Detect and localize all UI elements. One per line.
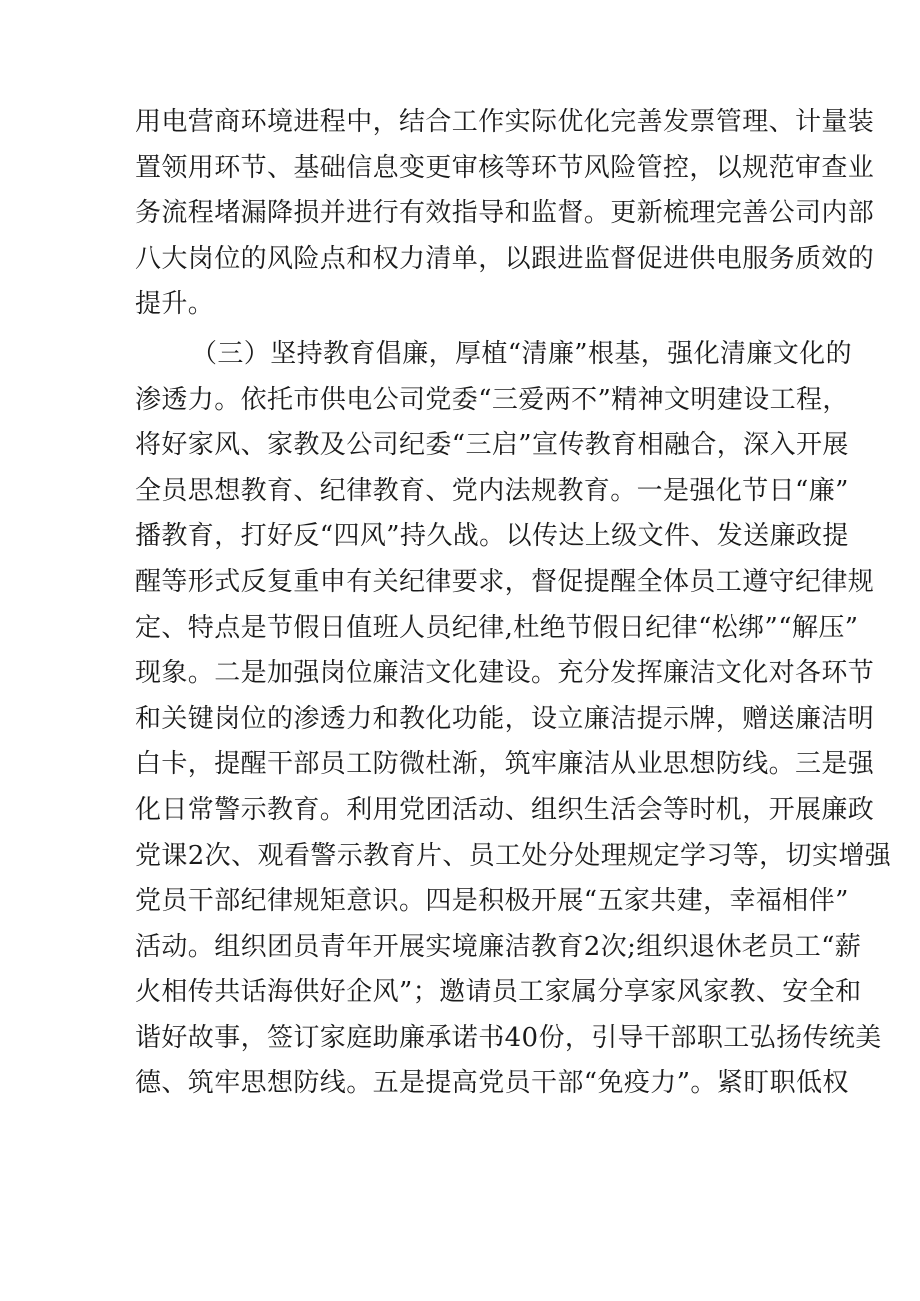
text-line: 提升。	[135, 289, 215, 320]
text-line: 现象。二是加强岗位廉洁文化建设。充分发挥廉洁文化对各环节	[135, 658, 875, 689]
paragraph-2	[135, 332, 892, 1107]
text-line: 八大岗位的风险点和权力清单，以跟进监督促进供电服务质效的	[135, 243, 875, 274]
text-line: 渗透力。依托市供电公司党委“三爱两不”精神文明建设工程，	[135, 384, 849, 415]
text-line: 播教育，打好反“四风”持久战。以传达上级文件、发送廉政提	[135, 521, 849, 552]
text-line: 将好家风、家教及公司纪委“三启”宣传教育相融合，深入开展	[135, 430, 849, 461]
text-line: 和关键岗位的渗透力和教化功能，设立廉洁提示牌，赠送廉洁明	[135, 703, 875, 734]
text-line: 化日常警示教育。利用党团活动、组织生活会等时机，开展廉政	[135, 794, 875, 825]
text-line: 醒等形式反复重申有关纪律要求，督促提醒全体员工遵守纪律规	[135, 566, 875, 597]
text-line: 火相传共话海供好企风”；邀请员工家属分享家风家教、安全和	[135, 977, 862, 1008]
text-line: 白卡，提醒干部员工防微杜渐，筑牢廉洁从业思想防线。三是强	[135, 749, 875, 780]
text-line: 全员思想教育、纪律教育、党内法规教育。一是强化节日“廉”	[135, 475, 849, 506]
section-heading-line: （三）坚持教育倡廉，厚植“清廉”根基，强化清廉文化的	[191, 338, 852, 369]
text-line: 用电营商环境进程中，结合工作实际优化完善发票管理、计量装	[135, 107, 875, 137]
text-line: 活动。组织团员青年开展实境廉洁教育2次;组织退休老员工“薪	[135, 931, 862, 962]
text-line: 务流程堵漏降损并进行有效指导和监督。更新梳理完善公司内部	[135, 198, 875, 229]
text-line: 定、特点是节假日值班人员纪律,杜绝节假日纪律“松绑”“解压”	[135, 612, 859, 643]
paragraph-1	[135, 100, 875, 328]
text-line: 置领用环节、基础信息变更审核等环节风险管控，以规范审查业	[135, 152, 875, 183]
text-line: 党课2次、观看警示教育片、员工处分处理规定学习等，切实增强	[135, 840, 892, 871]
text-line: 谐好故事，签订家庭助廉承诺书40份，引导干部职工弘扬传统美	[135, 1022, 882, 1053]
document-body	[135, 100, 892, 1107]
text-line: 党员干部纪律规矩意识。四是积极开展“五家共建，幸福相伴”	[135, 886, 849, 917]
text-line: 德、筑牢思想防线。五是提高党员干部“免疫力”。紧盯职低权	[135, 1068, 849, 1099]
